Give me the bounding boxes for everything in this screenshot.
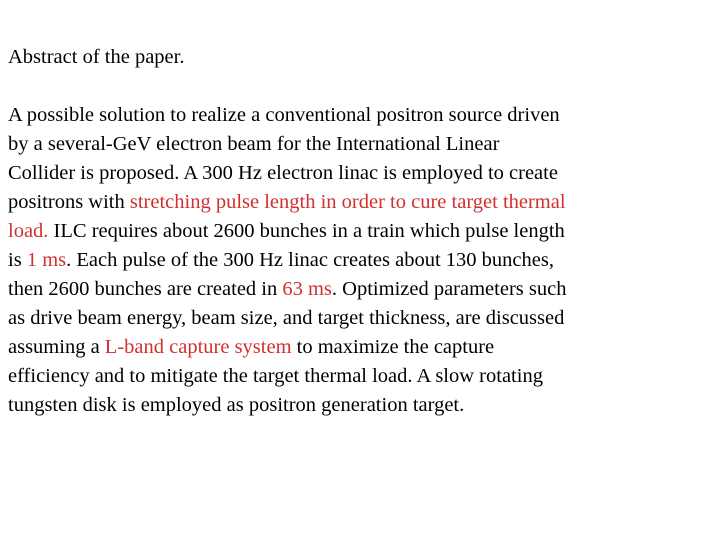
abstract-line xyxy=(8,275,714,304)
abstract-line xyxy=(8,304,714,333)
abstract-line xyxy=(8,246,714,275)
abstract-line xyxy=(8,188,714,217)
abstract-text: positrons with xyxy=(8,191,130,213)
abstract-text: is xyxy=(8,249,27,271)
highlighted-phrase: load. xyxy=(8,220,49,242)
abstract-text: Collider is proposed. A 300 Hz electron linac is employed to create xyxy=(8,162,558,184)
abstract-text: to maximize the capture xyxy=(291,336,495,358)
highlighted-phrase: stretching pulse length in order to cure target thermal xyxy=(129,191,566,213)
highlighted-phrase: L-band capture system xyxy=(104,336,292,358)
abstract-text: then 2600 bunches are created in xyxy=(8,278,283,300)
abstract-text: efficiency and to mitigate the target thermal load. A slow rotating xyxy=(8,365,543,387)
abstract-text: A possible solution to realize a conventional positron source driven xyxy=(8,104,560,126)
abstract-text: . Each pulse of the 300 Hz linac creates about 130 bunches, xyxy=(66,249,554,271)
abstract-text: by a several-GeV electron beam for the International Linear xyxy=(8,133,500,155)
abstract-line xyxy=(8,391,714,420)
abstract-line xyxy=(8,159,714,188)
abstract-text: as drive beam energy, beam size, and target thickness, are discussed xyxy=(8,307,565,329)
slide-content xyxy=(8,43,714,420)
abstract-line xyxy=(8,101,714,130)
page-title: Abstract of the paper. xyxy=(8,46,185,68)
abstract-line xyxy=(8,130,714,159)
abstract-text: tungsten disk is employed as positron generation target. xyxy=(8,394,465,416)
abstract-text: assuming a xyxy=(8,336,105,358)
abstract-paragraph xyxy=(8,101,714,420)
abstract-text: ILC requires about 2600 bunches in a train which pulse length xyxy=(48,220,565,242)
abstract-line xyxy=(8,217,714,246)
highlighted-phrase: 63 ms xyxy=(282,278,332,300)
abstract-line xyxy=(8,333,714,362)
abstract-text: . Optimized parameters such xyxy=(331,278,567,300)
highlighted-phrase: 1 ms xyxy=(26,249,67,271)
abstract-line xyxy=(8,362,714,391)
